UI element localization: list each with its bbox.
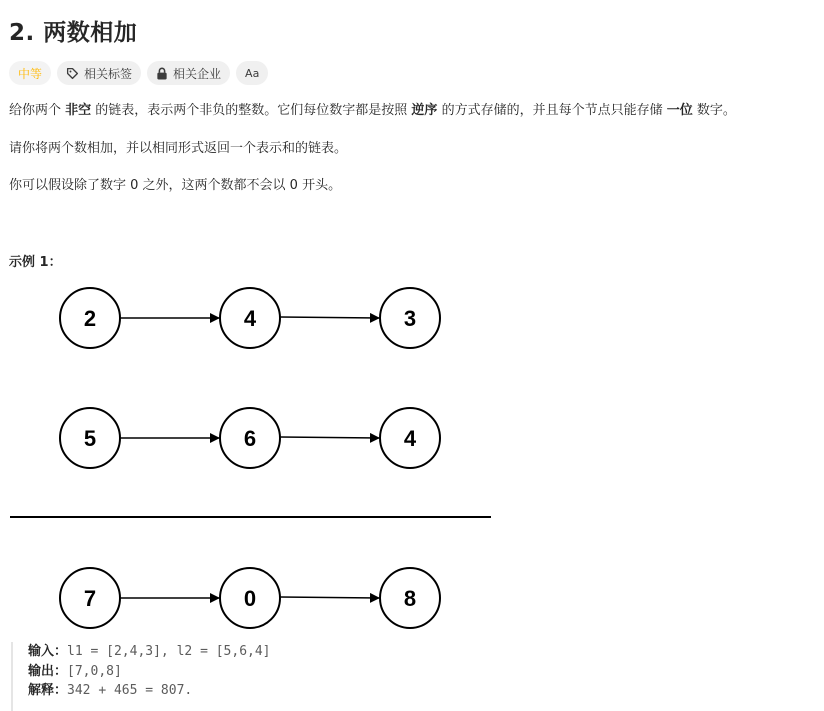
companies-label: 相关企业 (173, 66, 222, 81)
problem-title: 2. 两数相加 (9, 20, 138, 46)
description-paragraph-3: 你可以假设除了数字 0 之外，这两个数都不会以 0 开头。 (9, 178, 342, 193)
list-row-2 (60, 408, 440, 468)
list-row-1 (60, 288, 440, 348)
list-row-3 (60, 568, 440, 628)
node-value: 8 (403, 586, 417, 611)
arrow-icon (280, 317, 379, 318)
related-topics-label: 相关标签 (84, 66, 133, 81)
example-explanation-row (28, 681, 531, 701)
description-paragraph-1: 给你两个 非空 的链表，表示两个非负的整数。它们每位数字都是按照 逆序 的方式存储的，并且每个节点只能存储 一位 数字。 (9, 103, 736, 118)
node-value: 0 (243, 586, 257, 611)
example-block (11, 642, 531, 711)
example-title: 示例 1： (9, 255, 62, 270)
difficulty-badge (9, 61, 51, 85)
node-value: 2 (83, 306, 97, 331)
node-value: 3 (403, 306, 417, 331)
explanation-value: 342 + 465 = 807. (67, 683, 193, 698)
node-value: 7 (83, 586, 97, 611)
example-input-row (28, 642, 531, 662)
node-value: 4 (243, 306, 257, 331)
tag-icon (66, 67, 79, 80)
related-topics-button[interactable] (57, 61, 141, 85)
arrow-icon (280, 437, 379, 438)
companies-button[interactable] (147, 61, 230, 85)
input-label: 输入： (28, 644, 68, 659)
arrow-icon (280, 597, 379, 598)
output-label: 输出： (28, 663, 68, 679)
lock-icon (156, 67, 168, 80)
font-toggle-button[interactable] (236, 61, 268, 85)
font-icon: Aa (245, 66, 260, 80)
linked-list-diagram (0, 280, 520, 640)
node-value: 6 (243, 426, 257, 451)
tag-bar (9, 61, 268, 85)
node-value: 5 (83, 426, 97, 451)
output-value: [7,0,8] (67, 663, 122, 679)
node-value: 4 (403, 426, 417, 451)
input-value: l1 = [2,4,3], l2 = [5,6,4] (67, 644, 271, 659)
difficulty-label: 中等 (18, 66, 43, 81)
example-output-row (28, 662, 531, 682)
description-paragraph-2: 请你将两个数相加，并以相同形式返回一个表示和的链表。 (9, 141, 348, 156)
explanation-label: 解释： (28, 683, 68, 698)
